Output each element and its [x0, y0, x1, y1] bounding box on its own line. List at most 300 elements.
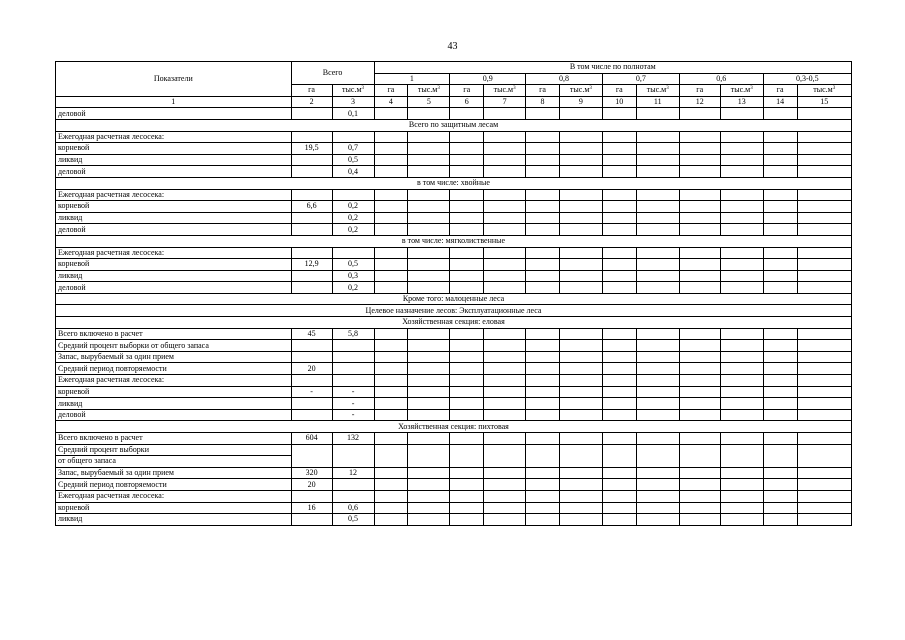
table-cell [720, 375, 763, 387]
row-label: Ежегодная расчетная лесосека: [56, 490, 292, 502]
table-cell [559, 143, 602, 155]
table-cell [559, 502, 602, 514]
table-cell [450, 154, 484, 166]
total-area-cell: 20 [291, 363, 332, 375]
table-cell [679, 514, 720, 526]
column-number-row [56, 96, 852, 108]
table-row [56, 201, 852, 213]
table-cell [636, 433, 679, 445]
section-title: в том числе: мягколиственные [56, 235, 852, 247]
table-cell [408, 363, 450, 375]
table-cell [720, 143, 763, 155]
table-cell [526, 108, 560, 120]
table-row [56, 166, 852, 178]
table-cell [602, 479, 636, 491]
header-total: Всего [291, 62, 374, 85]
table-cell [408, 131, 450, 143]
table-cell [526, 189, 560, 201]
row-label: корневой [56, 386, 292, 398]
header-unit-volume-text: тыс.м [569, 85, 590, 95]
table-cell [602, 386, 636, 398]
header-unit-ha: га [291, 85, 332, 97]
total-volume-cell [332, 131, 374, 143]
table-cell [602, 375, 636, 387]
table-cell [679, 189, 720, 201]
table-cell [559, 490, 602, 502]
table-cell [374, 189, 408, 201]
table-cell [763, 189, 797, 201]
table-cell [797, 270, 852, 282]
table-cell [408, 490, 450, 502]
row-label: Средний период повторяемости [56, 479, 292, 491]
total-volume-cell [332, 479, 374, 491]
row-label: деловой [56, 224, 292, 236]
row-label: корневой [56, 201, 292, 213]
table-cell [408, 386, 450, 398]
table-cell [484, 340, 526, 352]
table-cell [484, 282, 526, 294]
table-row [56, 514, 852, 526]
total-volume-cell: 0,6 [332, 502, 374, 514]
total-volume-cell: 0,2 [332, 201, 374, 213]
table-cell [408, 479, 450, 491]
total-area-cell [291, 409, 332, 421]
total-volume-cell: 132 [332, 433, 374, 445]
row-label: деловой [56, 409, 292, 421]
table-cell [374, 479, 408, 491]
table-cell [679, 154, 720, 166]
table-cell [559, 467, 602, 479]
table-cell [374, 514, 408, 526]
table-cell [602, 201, 636, 213]
header-unit-ha: га [526, 85, 560, 97]
table-cell [374, 201, 408, 213]
table-row [56, 433, 852, 445]
table-cell [559, 212, 602, 224]
table-cell [636, 224, 679, 236]
table-cell [408, 351, 450, 363]
table-cell [450, 259, 484, 271]
table-row [56, 247, 852, 259]
table-cell [679, 166, 720, 178]
table-cell [559, 351, 602, 363]
table-cell [484, 409, 526, 421]
table-cell [720, 282, 763, 294]
table-row [56, 259, 852, 271]
section-row [56, 119, 852, 131]
table-cell [679, 224, 720, 236]
table-cell [374, 259, 408, 271]
table-cell [374, 247, 408, 259]
table-cell [450, 328, 484, 340]
table-cell [679, 259, 720, 271]
table-cell [636, 386, 679, 398]
table-row [56, 375, 852, 387]
table-cell [797, 386, 852, 398]
table-cell [602, 363, 636, 375]
table-cell [679, 386, 720, 398]
table-cell [291, 444, 332, 467]
row-label: Средний процент выборки от общего запаса [56, 340, 292, 352]
table-cell [374, 131, 408, 143]
table-row [56, 270, 852, 282]
row-label: ликвид [56, 270, 292, 282]
table-row [56, 154, 852, 166]
table-cell [526, 363, 560, 375]
table-cell [526, 351, 560, 363]
table-cell [450, 479, 484, 491]
total-volume-cell: 0,2 [332, 212, 374, 224]
forest-cut-table [55, 61, 852, 526]
section-title: в том числе: хвойные [56, 177, 852, 189]
table-cell [679, 433, 720, 445]
table-cell [484, 259, 526, 271]
table-cell [636, 328, 679, 340]
table-row [56, 467, 852, 479]
table-cell [374, 166, 408, 178]
table-cell [602, 247, 636, 259]
table-cell [559, 108, 602, 120]
table-cell [763, 467, 797, 479]
total-area-cell [291, 154, 332, 166]
total-volume-cell [332, 247, 374, 259]
table-cell [450, 212, 484, 224]
table-cell [636, 189, 679, 201]
table-cell [559, 409, 602, 421]
table-cell [720, 502, 763, 514]
table-cell [408, 154, 450, 166]
table-cell [636, 154, 679, 166]
column-number: 9 [559, 96, 602, 108]
table-cell [797, 282, 852, 294]
table-cell [720, 479, 763, 491]
table-cell [408, 270, 450, 282]
header-unit-volume [720, 85, 763, 97]
section-title: Всего по защитным лесам [56, 119, 852, 131]
table-cell [720, 514, 763, 526]
table-cell [679, 108, 720, 120]
table-cell [450, 282, 484, 294]
table-cell [720, 328, 763, 340]
table-cell [408, 514, 450, 526]
header-unit-volume [484, 85, 526, 97]
table-cell [636, 131, 679, 143]
table-cell [484, 514, 526, 526]
total-volume-cell: 0,5 [332, 514, 374, 526]
table-cell [374, 375, 408, 387]
table-cell [408, 143, 450, 155]
table-cell [559, 270, 602, 282]
table-cell [763, 212, 797, 224]
total-area-cell [291, 282, 332, 294]
total-volume-cell [332, 189, 374, 201]
row-label: Всего включено в расчет [56, 433, 292, 445]
column-number: 4 [374, 96, 408, 108]
table-cell [374, 409, 408, 421]
table-cell [720, 259, 763, 271]
table-cell [484, 351, 526, 363]
table-cell [720, 108, 763, 120]
header-unit-ha: га [450, 85, 484, 97]
column-number: 3 [332, 96, 374, 108]
row-label: Ежегодная расчетная лесосека: [56, 131, 292, 143]
table-cell [602, 108, 636, 120]
table-cell [484, 166, 526, 178]
table-cell [374, 467, 408, 479]
table-cell [636, 409, 679, 421]
table-cell [602, 502, 636, 514]
table-cell [484, 363, 526, 375]
table-cell [679, 490, 720, 502]
table-cell [763, 270, 797, 282]
table-cell [636, 502, 679, 514]
table-cell [526, 467, 560, 479]
table-cell [484, 131, 526, 143]
table-cell [720, 189, 763, 201]
table-cell [559, 398, 602, 410]
table-cell [636, 201, 679, 213]
table-cell [763, 282, 797, 294]
table-cell [484, 212, 526, 224]
section-title: Целевое назначение лесов: Эксплуатационные леса [56, 305, 852, 317]
table-cell [763, 201, 797, 213]
table-cell [763, 433, 797, 445]
table-cell [450, 247, 484, 259]
table-cell [484, 143, 526, 155]
section-row [56, 421, 852, 433]
column-number: 2 [291, 96, 332, 108]
table-cell [602, 490, 636, 502]
header-unit-ha: га [602, 85, 636, 97]
table-cell [679, 212, 720, 224]
row-label: корневой [56, 259, 292, 271]
total-volume-cell: 5,8 [332, 328, 374, 340]
table-cell [526, 502, 560, 514]
table-cell [450, 351, 484, 363]
table-cell [559, 247, 602, 259]
table-cell [636, 166, 679, 178]
table-row [56, 143, 852, 155]
table-cell [679, 351, 720, 363]
table-cell [679, 502, 720, 514]
total-volume-cell: - [332, 398, 374, 410]
table-cell [797, 409, 852, 421]
table-cell [450, 201, 484, 213]
table-cell [559, 166, 602, 178]
section-title: Кроме того: малоценные леса [56, 293, 852, 305]
total-area-cell [291, 351, 332, 363]
table-cell [679, 247, 720, 259]
total-area-cell [291, 247, 332, 259]
table-cell [602, 166, 636, 178]
total-volume-cell [332, 340, 374, 352]
table-cell [636, 363, 679, 375]
header-density: 0,3-0,5 [763, 73, 851, 85]
row-label: Средний период повторяемости [56, 363, 292, 375]
table-cell [374, 433, 408, 445]
table-cell [408, 259, 450, 271]
column-number: 15 [797, 96, 852, 108]
table-cell [797, 143, 852, 155]
table-cell [408, 502, 450, 514]
table-cell [636, 375, 679, 387]
table-cell [763, 154, 797, 166]
table-cell [636, 490, 679, 502]
table-cell [526, 444, 560, 467]
table-cell [602, 143, 636, 155]
table-cell [374, 386, 408, 398]
table-cell [679, 444, 720, 467]
table-cell [763, 224, 797, 236]
header-unit-ha: га [679, 85, 720, 97]
table-cell [602, 189, 636, 201]
table-cell [526, 282, 560, 294]
section-row [56, 305, 852, 317]
header-unit-volume [797, 85, 852, 97]
header-unit-volume [408, 85, 450, 97]
table-cell [797, 166, 852, 178]
total-area-cell [291, 108, 332, 120]
table-cell [602, 154, 636, 166]
total-area-cell [291, 131, 332, 143]
row-label: Ежегодная расчетная лесосека: [56, 189, 292, 201]
table-cell [602, 514, 636, 526]
table-cell [484, 490, 526, 502]
table-row [56, 224, 852, 236]
column-number: 11 [636, 96, 679, 108]
header-by-density: В том числе по полнотам [374, 62, 851, 74]
table-cell [763, 259, 797, 271]
row-label: от общего запаса [56, 456, 292, 468]
table-cell [450, 270, 484, 282]
column-number: 10 [602, 96, 636, 108]
column-number: 6 [450, 96, 484, 108]
table-cell [526, 166, 560, 178]
table-cell [559, 282, 602, 294]
table-cell [450, 433, 484, 445]
table-cell [679, 282, 720, 294]
total-volume-cell [332, 363, 374, 375]
total-area-cell [291, 490, 332, 502]
table-cell [408, 282, 450, 294]
table-cell [797, 340, 852, 352]
table-cell [559, 154, 602, 166]
total-area-cell [291, 514, 332, 526]
table-cell [720, 340, 763, 352]
header-unit-volume [559, 85, 602, 97]
table-row [56, 282, 852, 294]
table-cell [679, 398, 720, 410]
header-unit-volume-sup: 3 [437, 86, 440, 92]
table-cell [559, 189, 602, 201]
total-volume-cell: 0,5 [332, 259, 374, 271]
table-cell [374, 502, 408, 514]
table-cell [720, 363, 763, 375]
table-cell [450, 143, 484, 155]
table-cell [720, 444, 763, 467]
table-cell [763, 131, 797, 143]
table-cell [450, 386, 484, 398]
table-cell [450, 398, 484, 410]
table-cell [763, 409, 797, 421]
table-cell [484, 386, 526, 398]
row-label: деловой [56, 282, 292, 294]
table-cell [484, 201, 526, 213]
table-row [56, 340, 852, 352]
table-row [56, 444, 852, 456]
table-cell [450, 166, 484, 178]
table-cell [484, 479, 526, 491]
column-number: 5 [408, 96, 450, 108]
table-row [56, 131, 852, 143]
table-cell [450, 108, 484, 120]
table-cell [636, 247, 679, 259]
table-cell [636, 467, 679, 479]
table-cell [763, 444, 797, 467]
total-volume-cell: - [332, 409, 374, 421]
table-cell [526, 514, 560, 526]
table-cell [797, 514, 852, 526]
table-cell [602, 282, 636, 294]
total-area-cell: 20 [291, 479, 332, 491]
table-cell [450, 502, 484, 514]
row-label: корневой [56, 502, 292, 514]
header-density: 0,9 [450, 73, 526, 85]
table-cell [408, 166, 450, 178]
total-volume-cell [332, 490, 374, 502]
header-density: 0,8 [526, 73, 603, 85]
table-cell [408, 189, 450, 201]
table-cell [526, 328, 560, 340]
table-cell [763, 351, 797, 363]
table-cell [763, 143, 797, 155]
total-area-cell [291, 375, 332, 387]
column-number: 7 [484, 96, 526, 108]
table-cell [797, 108, 852, 120]
table-cell [636, 259, 679, 271]
table-cell [559, 386, 602, 398]
table-cell [374, 340, 408, 352]
table-cell [559, 363, 602, 375]
total-area-cell [291, 189, 332, 201]
column-number: 8 [526, 96, 560, 108]
row-label: деловой [56, 166, 292, 178]
table-cell [450, 189, 484, 201]
table-cell [408, 328, 450, 340]
table-cell [374, 282, 408, 294]
table-cell [450, 131, 484, 143]
table-cell [797, 502, 852, 514]
header-unit-volume [332, 85, 374, 97]
table-cell [636, 212, 679, 224]
table-cell [526, 386, 560, 398]
table-cell [450, 375, 484, 387]
table-cell [374, 398, 408, 410]
table-cell [526, 224, 560, 236]
header-unit-volume-sup: 3 [513, 86, 516, 92]
table-cell [526, 143, 560, 155]
table-cell [408, 409, 450, 421]
row-label: Запас, вырубаемый за один прием [56, 467, 292, 479]
table-cell [484, 154, 526, 166]
header-unit-volume-sup: 3 [361, 86, 365, 92]
table-cell [720, 212, 763, 224]
header-unit-ha: га [763, 85, 797, 97]
table-cell [484, 189, 526, 201]
table-cell [450, 514, 484, 526]
table-cell [636, 340, 679, 352]
table-cell [636, 514, 679, 526]
